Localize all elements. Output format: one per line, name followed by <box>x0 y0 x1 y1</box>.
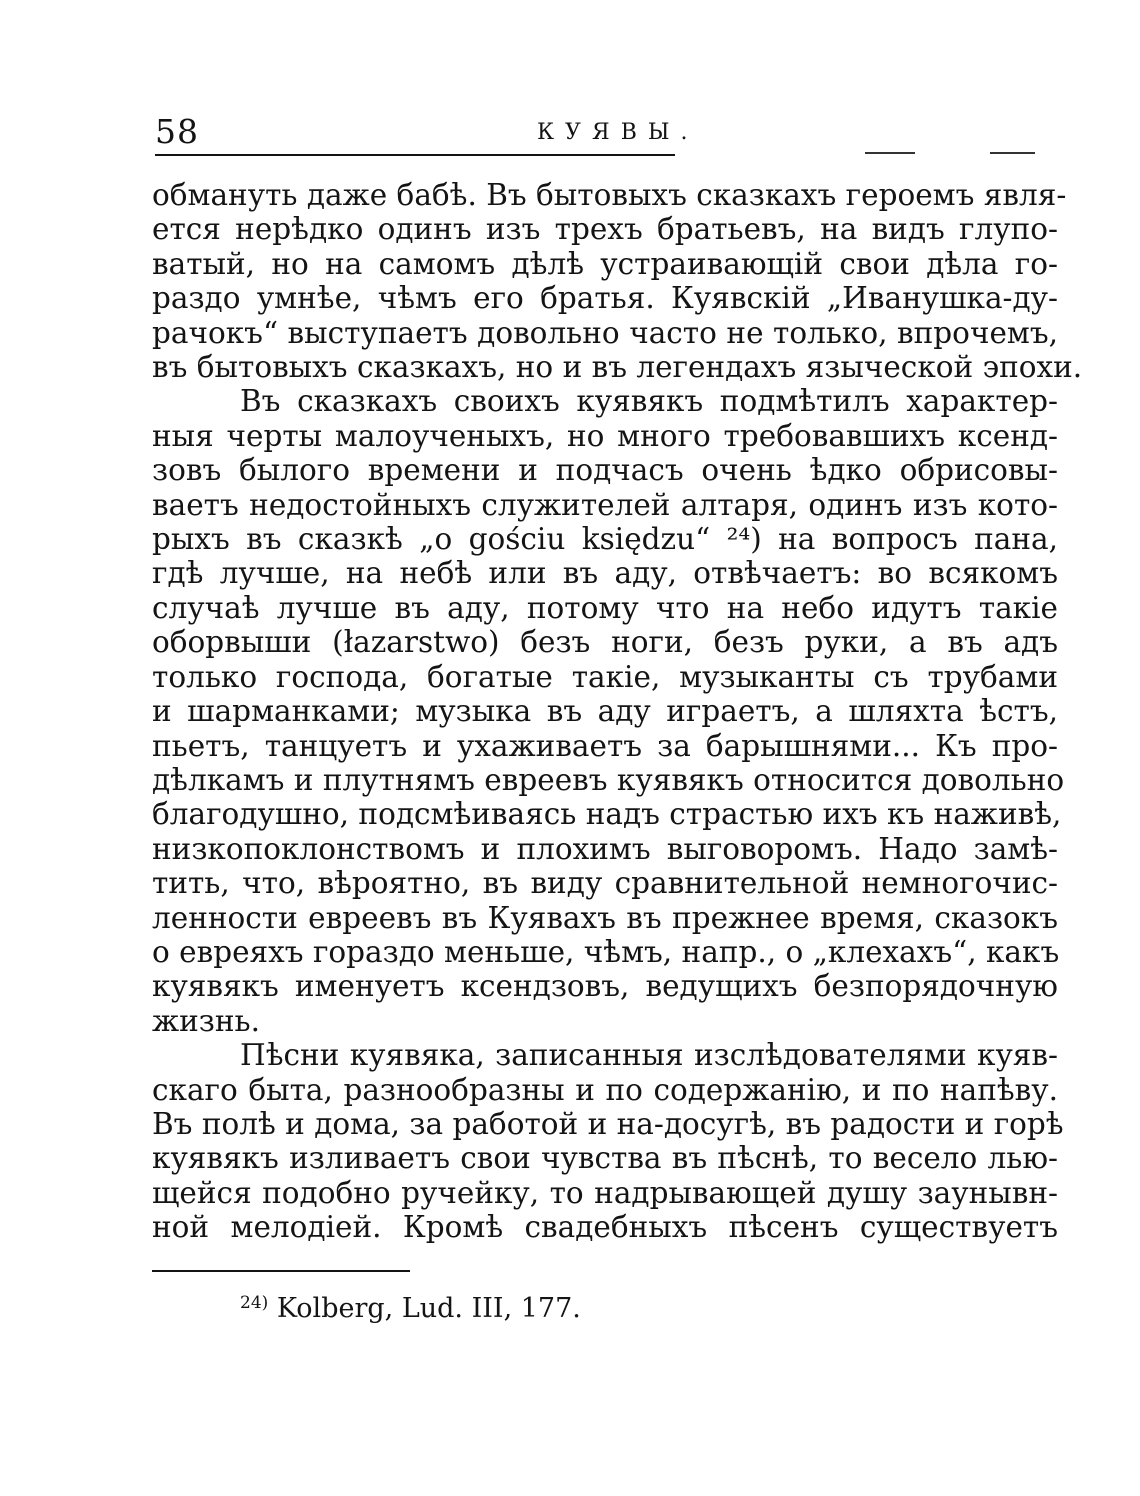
text-line: дѣлкамъ и плутнямъ евреевъ куявякъ относится довольно <box>152 762 1065 797</box>
text-line: ной мелодіей. Кромѣ свадебныхъ пѣсенъ существуетъ <box>152 1210 1058 1245</box>
text-line: скаго быта, разнообразны и по содержанію, и по напѣву. <box>152 1072 1058 1107</box>
text-line: Пѣсни куявяка, записанныя изслѣдователями куяв- <box>240 1038 1058 1073</box>
text-line: оборвыши (łazarstwo) безъ ноги, безъ руки, а въ адъ <box>152 625 1058 660</box>
text-line: низкопоклонствомъ и плохимъ выговоромъ. Надо замѣ- <box>152 831 1058 866</box>
header-rule-fragment <box>990 152 1035 154</box>
paragraph-2 <box>152 384 1065 1038</box>
text-line: ватый, но на самомъ дѣлѣ устраивающій свои дѣла го- <box>152 246 1058 281</box>
footnote-rule <box>152 1270 410 1272</box>
header-rule-fragment <box>865 152 915 154</box>
text-line: ленности евреевъ въ Куявахъ въ прежнее время, сказокъ <box>152 900 1058 935</box>
text-line: случаѣ лучше въ аду, потому что на небо идутъ такіе <box>152 590 1058 625</box>
text-line: Въ сказкахъ своихъ куявякъ подмѣтилъ характер- <box>240 384 1058 419</box>
footnote-mark: 24) <box>240 1293 269 1313</box>
text-line: Въ полѣ и дома, за работой и на-досугѣ, въ радости и горѣ <box>152 1106 1064 1141</box>
text-line: раздо умнѣе, чѣмъ его братья. Куявскій „Иванушка-ду- <box>152 281 1058 316</box>
text-line: въ бытовыхъ сказкахъ, но и въ легендахъ языческой эпохи. <box>152 350 1083 385</box>
header-rule <box>155 154 675 156</box>
text-line: куявякъ именуетъ ксендзовъ, ведущихъ безпорядочную <box>152 969 1058 1004</box>
text-line: о евреяхъ гораздо меньше, чѣмъ, напр., о „клехахъ“, какъ <box>152 934 1060 969</box>
footnote <box>240 1293 581 1324</box>
text-line: и шарманками; музыка въ аду играетъ, а шляхта ѣстъ, <box>152 694 1058 729</box>
text-line: обмануть даже бабѣ. Въ бытовыхъ сказкахъ героемъ явля- <box>152 178 1067 212</box>
page-header <box>155 112 1035 156</box>
text-line: куявякъ изливаетъ свои чувства въ пѣснѣ, то весело лью- <box>152 1141 1058 1176</box>
text-line: рыхъ въ сказкѣ „o gościu księdzu“ ²⁴) на вопросъ пана, <box>152 522 1058 557</box>
text-line: жизнь. <box>152 1003 260 1038</box>
text-line: зовъ былого времени и подчасъ очень ѣдко обрисовы- <box>152 453 1058 488</box>
text-line: ныя черты малоученыхъ, но много требовавшихъ ксенд- <box>152 418 1058 453</box>
text-line: щейся подобно ручейку, то надрывающей душу заунывн- <box>152 1175 1058 1210</box>
text-line: пьетъ, танцуетъ и ухаживаетъ за барышнями... Къ про- <box>152 728 1058 763</box>
text-line: только господа, богатые такіе, музыканты съ трубами <box>152 659 1058 694</box>
paragraph-3 <box>152 1038 1064 1245</box>
text-line: гдѣ лучше, на небѣ или въ аду, отвѣчаетъ: во всякомъ <box>152 556 1058 591</box>
text-line: тить, что, вѣроятно, въ виду сравнительной немногочис- <box>152 866 1058 901</box>
text-line: рачокъ“ выступаетъ довольно часто не только, впрочемъ, <box>152 315 1058 350</box>
page-number: 58 <box>155 112 199 151</box>
footnote-text: Kolberg, Lud. III, 177. <box>276 1293 581 1324</box>
body-text <box>152 178 1083 1245</box>
text-line: ваетъ недостойныхъ служителей алтаря, одинъ изъ кото- <box>152 487 1058 522</box>
paragraph-1 <box>152 178 1083 385</box>
running-title: КУЯВЫ. <box>537 120 699 145</box>
text-line: благодушно, подсмѣиваясь надъ страстью ихъ къ наживѣ, <box>152 797 1062 832</box>
text-line: ется нерѣдко одинъ изъ трехъ братьевъ, на видъ глупо- <box>152 212 1058 247</box>
